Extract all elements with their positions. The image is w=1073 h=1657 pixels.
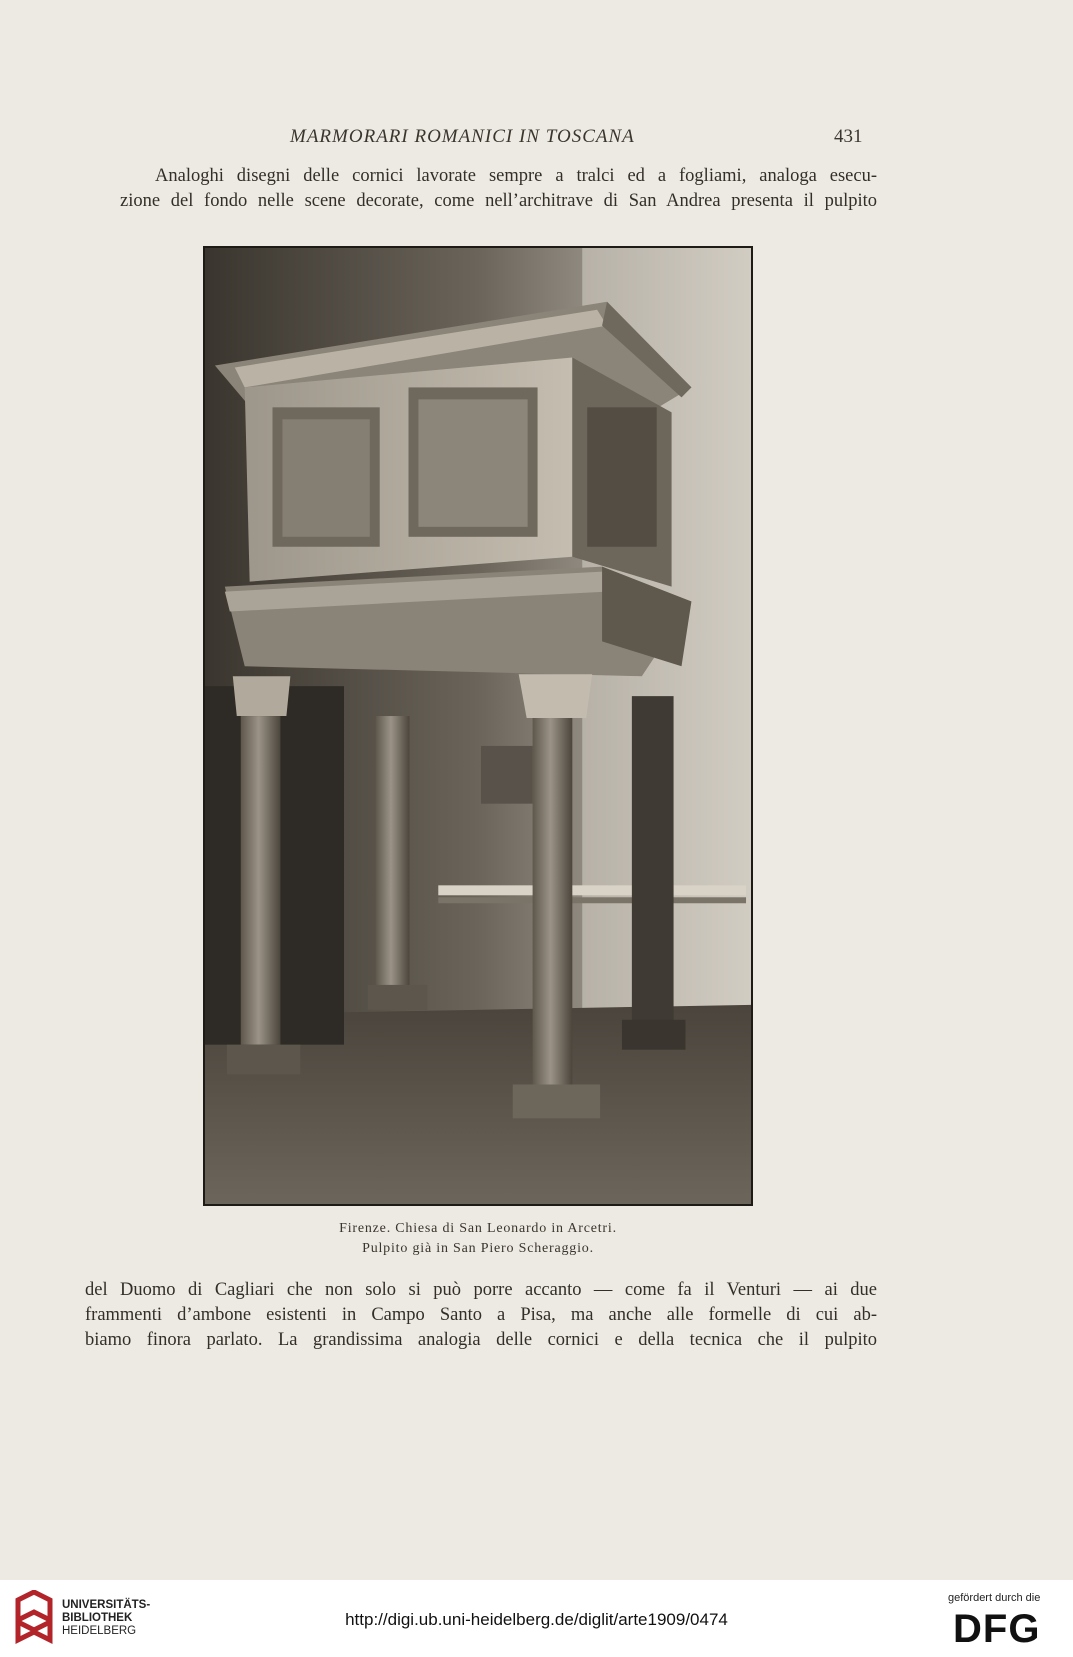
footer-bar	[0, 1580, 1073, 1657]
library-name-line: HEIDELBERG	[62, 1625, 137, 1637]
dfg-logo: DFG	[953, 1607, 1041, 1651]
running-title: MARMORARI ROMANICI IN TOSCANA	[290, 126, 635, 147]
paragraph-top	[85, 164, 877, 214]
running-head	[0, 126, 1073, 150]
funding-note: gefördert durch die	[948, 1592, 1041, 1604]
library-name-line: BIBLIOTHEK	[62, 1612, 133, 1624]
library-name-line: UNIVERSITÄTS-	[62, 1599, 151, 1611]
figure-caption-line-1: Firenze. Chiesa di San Leonardo in Arcetri.	[339, 1221, 617, 1236]
text-line: frammenti d’ambone esistenti in Campo Santo a Pisa, ma anche alle formelle di cui ab-	[85, 1305, 877, 1325]
page-number: 431	[834, 126, 863, 147]
paragraph-bottom	[85, 1278, 877, 1353]
text-line: zione del fondo nelle scene decorate, come nell’architrave di San Andrea presenta il pulpito	[120, 191, 877, 211]
text-line: biamo finora parlato. La grandissima analogia delle cornici e della tecnica che il pulpito	[85, 1330, 877, 1350]
text-line: del Duomo di Cagliari che non solo si può porre accanto — come fa il Venturi — ai due	[85, 1280, 877, 1300]
source-url-link[interactable]: http://digi.ub.uni-heidelberg.de/diglit/arte1909/0474	[345, 1610, 728, 1629]
text-line: Analoghi disegni delle cornici lavorate sempre a tralci ed a fogliami, analoga esecu-	[155, 166, 877, 186]
figure-caption-line-2: Pulpito già in San Piero Scheraggio.	[362, 1241, 594, 1256]
pulpit-photograph	[203, 246, 753, 1206]
